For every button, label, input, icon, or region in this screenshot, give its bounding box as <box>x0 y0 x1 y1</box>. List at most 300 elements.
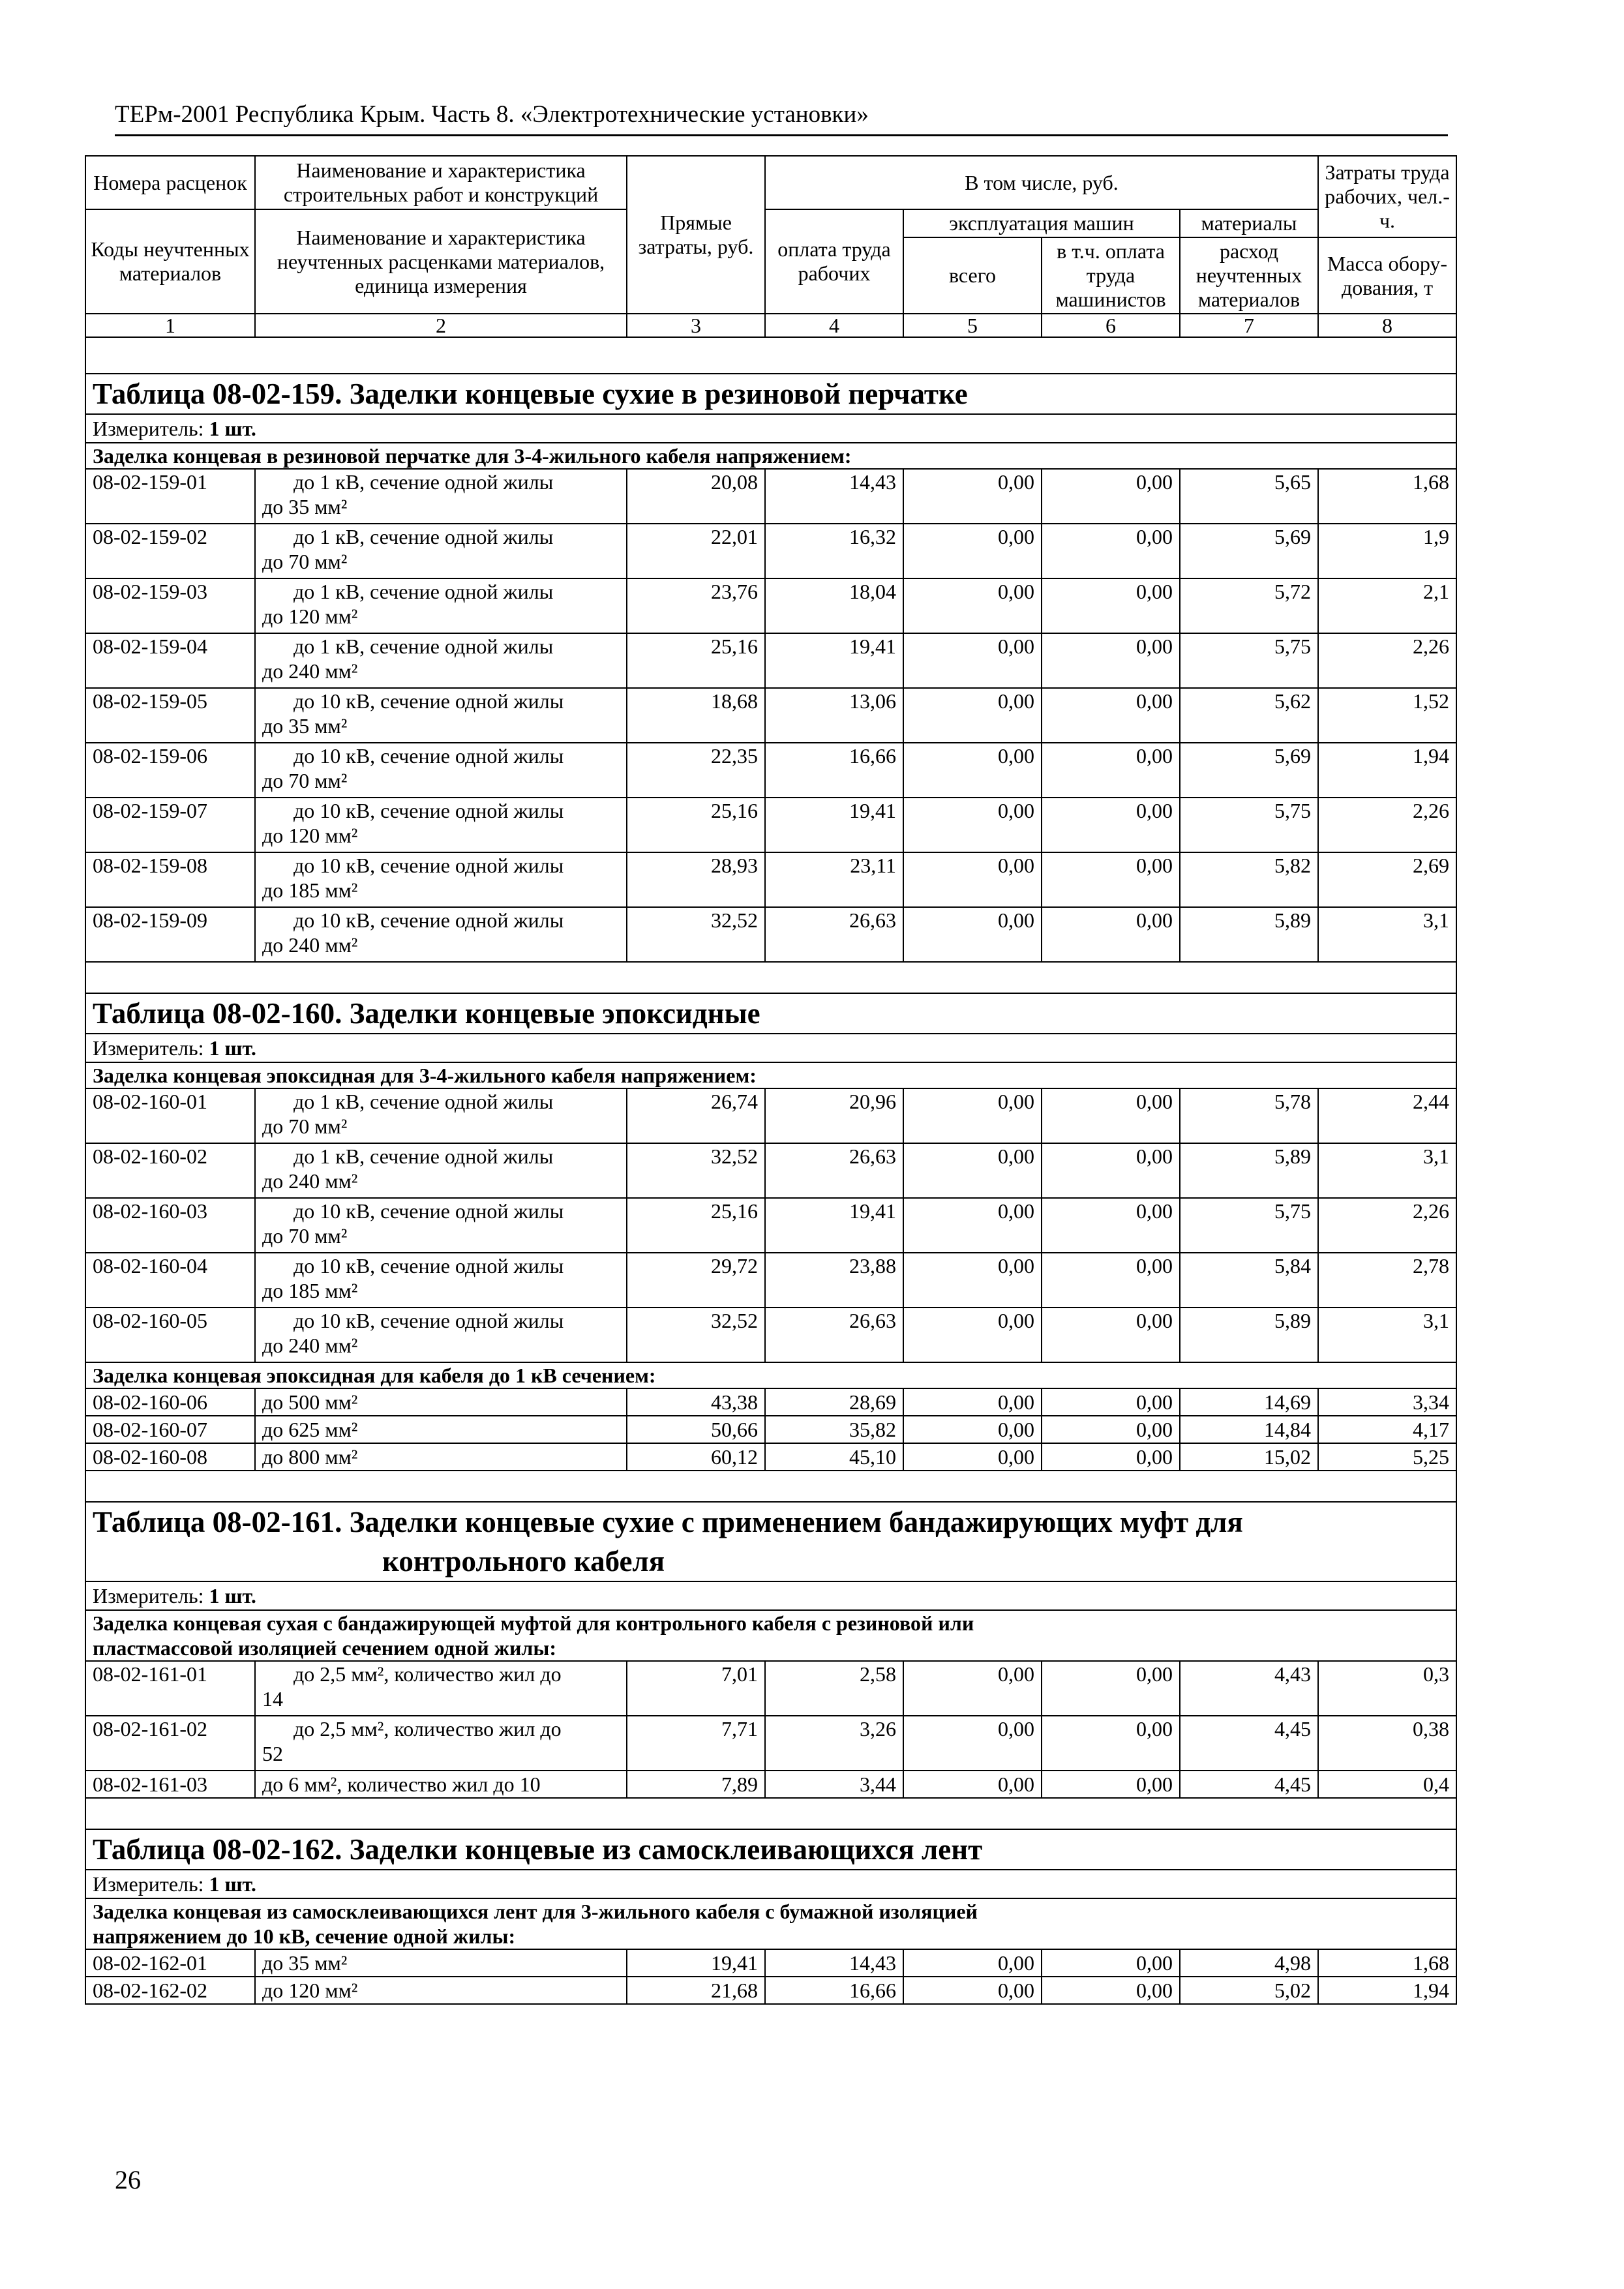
rate-name-text: до 1 кВ, сечение одной жилы <box>293 580 554 603</box>
table-spacer <box>85 1798 1456 1829</box>
rate-name-text: до 1 кВ, сечение одной жилы <box>293 635 554 658</box>
value-v4: 26,63 <box>765 1308 903 1362</box>
value-v6: 0,00 <box>1042 1253 1180 1308</box>
rate-name-text: до 10 кВ, сечение одной жилы <box>293 1254 564 1278</box>
measure-label: Измеритель: <box>93 1872 204 1896</box>
table-body <box>85 156 1456 2004</box>
table-row <box>85 1388 1456 1416</box>
rate-code: 08-02-159-09 <box>85 907 255 962</box>
value-v4: 16,66 <box>765 743 903 798</box>
rate-name-continued: до 185 мм² <box>262 878 358 902</box>
value-v4: 20,96 <box>765 1088 903 1143</box>
value-v5: 0,00 <box>903 688 1042 743</box>
table-title-row <box>85 1829 1456 1870</box>
rate-name-continued: до 240 мм² <box>262 659 358 683</box>
col8-bottom-header: Масса обору-дования, т <box>1318 237 1456 314</box>
value-v7: 4,45 <box>1180 1771 1318 1798</box>
col7-bottom-header: расход неучтенных материалов <box>1180 237 1318 314</box>
measure-value: 1 шт. <box>209 417 256 440</box>
rate-name-text: до 10 кВ, сечение одной жилы <box>293 744 564 768</box>
value-v5: 0,00 <box>903 1716 1042 1771</box>
value-v7: 4,43 <box>1180 1661 1318 1716</box>
rate-name-continued: до 240 мм² <box>262 933 358 957</box>
value-v3: 7,89 <box>627 1771 765 1798</box>
group-heading-row <box>85 1062 1456 1088</box>
value-v7: 5,89 <box>1180 1308 1318 1362</box>
col2-top-header: Наименование и характеристика строительных работ и конструкций <box>255 156 627 209</box>
rate-name <box>255 688 627 743</box>
rate-code: 08-02-159-06 <box>85 743 255 798</box>
table-row <box>85 1253 1456 1308</box>
rate-name-text: до 10 кВ, сечение одной жилы <box>293 799 564 822</box>
table-spacer <box>85 1471 1456 1502</box>
value-v5: 0,00 <box>903 1949 1042 1977</box>
group-heading-row <box>85 1362 1456 1388</box>
value-v6: 0,00 <box>1042 1771 1180 1798</box>
table-row <box>85 798 1456 852</box>
value-v4: 14,43 <box>765 1949 903 1977</box>
value-v7: 5,62 <box>1180 688 1318 743</box>
col-number: 4 <box>765 314 903 337</box>
value-v5: 0,00 <box>903 798 1042 852</box>
value-v6: 0,00 <box>1042 578 1180 633</box>
rate-code: 08-02-160-03 <box>85 1198 255 1253</box>
value-v8: 1,52 <box>1318 688 1456 743</box>
value-v4: 16,32 <box>765 524 903 578</box>
value-v3: 22,01 <box>627 524 765 578</box>
rate-name <box>255 1716 627 1771</box>
rate-name <box>255 1949 627 1977</box>
value-v3: 32,52 <box>627 907 765 962</box>
measure-cell <box>85 1581 1456 1610</box>
value-v8: 3,34 <box>1318 1388 1456 1416</box>
spacer-cell <box>85 337 1456 374</box>
value-v3: 29,72 <box>627 1253 765 1308</box>
machines-header: эксплуатация машин <box>903 209 1180 237</box>
measure-value: 1 шт. <box>209 1036 256 1060</box>
rate-name-text: до 10 кВ, сечение одной жилы <box>293 689 564 713</box>
value-v7: 14,69 <box>1180 1388 1318 1416</box>
measure-value: 1 шт. <box>209 1584 256 1608</box>
table-row <box>85 1088 1456 1143</box>
rate-name <box>255 852 627 907</box>
measure-value: 1 шт. <box>209 1872 256 1896</box>
rate-name <box>255 469 627 524</box>
value-v3: 26,74 <box>627 1088 765 1143</box>
value-v6: 0,00 <box>1042 743 1180 798</box>
rate-code: 08-02-159-07 <box>85 798 255 852</box>
table-title-text: Таблица 08-02-161. Заделки концевые сухие с применением бандажирующих муфт для <box>93 1506 1243 1538</box>
rate-name-text: до 1 кВ, сечение одной жилы <box>293 525 554 548</box>
rate-code: 08-02-161-03 <box>85 1771 255 1798</box>
value-v8: 1,68 <box>1318 1949 1456 1977</box>
rate-name <box>255 798 627 852</box>
rate-name-text: до 10 кВ, сечение одной жилы <box>293 854 564 877</box>
group-heading <box>85 1898 1456 1949</box>
value-v8: 3,1 <box>1318 1308 1456 1362</box>
page-number: 26 <box>115 2165 141 2194</box>
rate-name-continued: до 240 мм² <box>262 1334 358 1357</box>
table-row <box>85 1716 1456 1771</box>
rate-name <box>255 1198 627 1253</box>
value-v8: 3,1 <box>1318 1143 1456 1198</box>
table-title <box>85 1829 1456 1870</box>
col-number: 5 <box>903 314 1042 337</box>
value-v6: 0,00 <box>1042 1308 1180 1362</box>
rate-code: 08-02-160-08 <box>85 1443 255 1471</box>
rate-name-text: до 10 кВ, сечение одной жилы <box>293 908 564 932</box>
col-number: 6 <box>1042 314 1180 337</box>
value-v8: 1,94 <box>1318 743 1456 798</box>
table-row <box>85 688 1456 743</box>
value-v7: 5,75 <box>1180 798 1318 852</box>
value-v4: 23,11 <box>765 852 903 907</box>
table-spacer <box>85 337 1456 374</box>
rate-name <box>255 1661 627 1716</box>
value-v3: 7,01 <box>627 1661 765 1716</box>
rate-name <box>255 1388 627 1416</box>
table-row <box>85 1308 1456 1362</box>
rate-name-text: до 120 мм² <box>262 1979 358 2002</box>
table-row <box>85 852 1456 907</box>
group-heading-row <box>85 1610 1456 1661</box>
value-v5: 0,00 <box>903 524 1042 578</box>
value-v6: 0,00 <box>1042 469 1180 524</box>
value-v6: 0,00 <box>1042 1716 1180 1771</box>
rate-name-text: до 6 мм², количество жил до 10 <box>262 1773 541 1796</box>
value-v8: 3,1 <box>1318 907 1456 962</box>
value-v3: 25,16 <box>627 1198 765 1253</box>
rate-name-continued: 52 <box>262 1742 283 1765</box>
rate-name-continued: до 185 мм² <box>262 1279 358 1302</box>
table-row <box>85 1949 1456 1977</box>
rate-name <box>255 1443 627 1471</box>
value-v5: 0,00 <box>903 1253 1042 1308</box>
value-v6: 0,00 <box>1042 1443 1180 1471</box>
table-row <box>85 907 1456 962</box>
value-v5: 0,00 <box>903 1088 1042 1143</box>
value-v4: 19,41 <box>765 633 903 688</box>
value-v6: 0,00 <box>1042 1416 1180 1443</box>
value-v4: 19,41 <box>765 798 903 852</box>
value-v6: 0,00 <box>1042 1388 1180 1416</box>
rate-code: 08-02-159-01 <box>85 469 255 524</box>
value-v7: 5,69 <box>1180 524 1318 578</box>
rate-name <box>255 1771 627 1798</box>
value-v8: 2,26 <box>1318 1198 1456 1253</box>
table-row <box>85 1771 1456 1798</box>
table-row <box>85 1661 1456 1716</box>
value-v7: 5,65 <box>1180 469 1318 524</box>
rate-name-continued: до 240 мм² <box>262 1169 358 1193</box>
table-title <box>85 993 1456 1034</box>
group-heading <box>85 1062 1456 1088</box>
rate-code: 08-02-159-05 <box>85 688 255 743</box>
document-header: ТЕРм-2001 Республика Крым. Часть 8. «Электротехнические установки» <box>115 98 1448 136</box>
group-heading-row <box>85 443 1456 469</box>
value-v6: 0,00 <box>1042 852 1180 907</box>
measure-label: Измеритель: <box>93 1036 204 1060</box>
value-v3: 32,52 <box>627 1143 765 1198</box>
value-v4: 35,82 <box>765 1416 903 1443</box>
group-heading <box>85 443 1456 469</box>
value-v4: 19,41 <box>765 1198 903 1253</box>
group-heading-text: Заделка концевая сухая с бандажирующей муфтой для контрольного кабеля с резиновой или <box>93 1611 974 1635</box>
rate-name-continued: до 70 мм² <box>262 1115 348 1138</box>
table-row <box>85 524 1456 578</box>
table-title-continued: контрольного кабеля <box>382 1545 665 1578</box>
value-v7: 5,78 <box>1180 1088 1318 1143</box>
value-v6: 0,00 <box>1042 1949 1180 1977</box>
value-v4: 26,63 <box>765 907 903 962</box>
col7-top-header: материалы <box>1180 209 1318 237</box>
value-v3: 32,52 <box>627 1308 765 1362</box>
value-v4: 26,63 <box>765 1143 903 1198</box>
col1-bottom-header: Коды неучтенных материалов <box>85 209 255 314</box>
value-v8: 1,9 <box>1318 524 1456 578</box>
group-heading-row <box>85 1898 1456 1949</box>
rate-code: 08-02-159-08 <box>85 852 255 907</box>
value-v8: 0,3 <box>1318 1661 1456 1716</box>
value-v5: 0,00 <box>903 578 1042 633</box>
value-v8: 1,68 <box>1318 469 1456 524</box>
measure-label: Измеритель: <box>93 417 204 440</box>
rate-name-continued: до 120 мм² <box>262 605 358 628</box>
value-v3: 25,16 <box>627 798 765 852</box>
value-v4: 3,26 <box>765 1716 903 1771</box>
rate-code: 08-02-161-02 <box>85 1716 255 1771</box>
included-header: В том числе, руб. <box>765 156 1318 209</box>
value-v8: 2,26 <box>1318 633 1456 688</box>
rate-code: 08-02-160-05 <box>85 1308 255 1362</box>
value-v5: 0,00 <box>903 1198 1042 1253</box>
rate-name <box>255 1143 627 1198</box>
table-spacer <box>85 962 1456 993</box>
rate-code: 08-02-159-03 <box>85 578 255 633</box>
value-v5: 0,00 <box>903 1977 1042 2004</box>
group-heading <box>85 1362 1456 1388</box>
measure-row <box>85 1034 1456 1062</box>
rate-name-text: до 1 кВ, сечение одной жилы <box>293 470 554 494</box>
value-v6: 0,00 <box>1042 524 1180 578</box>
col-number: 2 <box>255 314 627 337</box>
value-v8: 1,94 <box>1318 1977 1456 2004</box>
rate-name <box>255 907 627 962</box>
value-v5: 0,00 <box>903 1661 1042 1716</box>
rate-name <box>255 578 627 633</box>
spacer-cell <box>85 962 1456 993</box>
table-row <box>85 1143 1456 1198</box>
rate-code: 08-02-160-02 <box>85 1143 255 1198</box>
rate-name <box>255 1088 627 1143</box>
value-v4: 28,69 <box>765 1388 903 1416</box>
value-v6: 0,00 <box>1042 907 1180 962</box>
value-v6: 0,00 <box>1042 1661 1180 1716</box>
rate-name <box>255 1977 627 2004</box>
value-v7: 5,82 <box>1180 852 1318 907</box>
value-v5: 0,00 <box>903 1388 1042 1416</box>
column-number-row <box>85 314 1456 337</box>
rate-code: 08-02-160-07 <box>85 1416 255 1443</box>
value-v5: 0,00 <box>903 1416 1042 1443</box>
value-v8: 2,44 <box>1318 1088 1456 1143</box>
col3-header: Прямые затраты, руб. <box>627 156 765 314</box>
measure-row <box>85 414 1456 443</box>
rate-code: 08-02-162-01 <box>85 1949 255 1977</box>
table-title-row <box>85 993 1456 1034</box>
value-v7: 5,02 <box>1180 1977 1318 2004</box>
col6-header: в т.ч. оплата труда машинистов <box>1042 237 1180 314</box>
rate-name-text: до 10 кВ, сечение одной жилы <box>293 1199 564 1223</box>
value-v3: 18,68 <box>627 688 765 743</box>
rate-name-continued: до 35 мм² <box>262 714 348 738</box>
table-title-text: Таблица 08-02-159. Заделки концевые сухие в резиновой перчатке <box>93 378 968 410</box>
table-row <box>85 1416 1456 1443</box>
value-v3: 25,16 <box>627 633 765 688</box>
value-v5: 0,00 <box>903 852 1042 907</box>
table-title-row <box>85 1502 1456 1581</box>
rate-code: 08-02-160-04 <box>85 1253 255 1308</box>
table-title-text: Таблица 08-02-162. Заделки концевые из самосклеивающихся лент <box>93 1833 983 1866</box>
value-v7: 5,89 <box>1180 1143 1318 1198</box>
value-v8: 0,38 <box>1318 1716 1456 1771</box>
value-v6: 0,00 <box>1042 688 1180 743</box>
value-v4: 14,43 <box>765 469 903 524</box>
value-v6: 0,00 <box>1042 633 1180 688</box>
measure-row <box>85 1581 1456 1610</box>
value-v8: 5,25 <box>1318 1443 1456 1471</box>
col-number: 3 <box>627 314 765 337</box>
rate-name-text: до 1 кВ, сечение одной жилы <box>293 1090 554 1113</box>
measure-row <box>85 1870 1456 1898</box>
value-v7: 5,84 <box>1180 1253 1318 1308</box>
table-row <box>85 578 1456 633</box>
value-v4: 2,58 <box>765 1661 903 1716</box>
value-v3: 28,93 <box>627 852 765 907</box>
group-heading-text: Заделка концевая эпоксидная для 3-4-жильного кабеля напряжением: <box>93 1064 757 1087</box>
rate-name-text: до 2,5 мм², количество жил до <box>293 1662 562 1686</box>
value-v3: 19,41 <box>627 1949 765 1977</box>
value-v4: 45,10 <box>765 1443 903 1471</box>
header-row-2 <box>85 209 1456 237</box>
rate-code: 08-02-161-01 <box>85 1661 255 1716</box>
rate-name-text: до 800 мм² <box>262 1445 358 1469</box>
col4-header: оплата труда рабочих <box>765 209 903 314</box>
value-v6: 0,00 <box>1042 1088 1180 1143</box>
value-v5: 0,00 <box>903 633 1042 688</box>
value-v5: 0,00 <box>903 1143 1042 1198</box>
rate-name-text: до 35 мм² <box>262 1951 348 1975</box>
value-v8: 2,78 <box>1318 1253 1456 1308</box>
table-title-text: Таблица 08-02-160. Заделки концевые эпоксидные <box>93 997 760 1030</box>
value-v3: 43,38 <box>627 1388 765 1416</box>
col-number: 7 <box>1180 314 1318 337</box>
value-v7: 5,69 <box>1180 743 1318 798</box>
rate-name <box>255 743 627 798</box>
group-heading-text: Заделка концевая в резиновой перчатке для 3-4-жильного кабеля напряжением: <box>93 444 852 468</box>
rate-name-text: до 2,5 мм², количество жил до <box>293 1717 562 1741</box>
value-v5: 0,00 <box>903 743 1042 798</box>
col1-top-header: Номера расценок <box>85 156 255 209</box>
rate-name <box>255 524 627 578</box>
rate-code: 08-02-160-06 <box>85 1388 255 1416</box>
rate-name-text: до 1 кВ, сечение одной жилы <box>293 1144 554 1168</box>
value-v3: 22,35 <box>627 743 765 798</box>
col5-header: всего <box>903 237 1042 314</box>
value-v6: 0,00 <box>1042 1977 1180 2004</box>
value-v6: 0,00 <box>1042 798 1180 852</box>
value-v4: 16,66 <box>765 1977 903 2004</box>
rate-name <box>255 1308 627 1362</box>
value-v7: 5,89 <box>1180 907 1318 962</box>
value-v3: 23,76 <box>627 578 765 633</box>
rate-code: 08-02-160-01 <box>85 1088 255 1143</box>
col2-bottom-header: Наименование и характеристика неучтенных расценками материалов, единица измерения <box>255 209 627 314</box>
value-v8: 2,26 <box>1318 798 1456 852</box>
rate-name-continued: до 35 мм² <box>262 495 348 518</box>
value-v3: 50,66 <box>627 1416 765 1443</box>
value-v5: 0,00 <box>903 469 1042 524</box>
value-v7: 5,72 <box>1180 578 1318 633</box>
value-v4: 18,04 <box>765 578 903 633</box>
table-title <box>85 1502 1456 1581</box>
rate-name <box>255 1416 627 1443</box>
value-v7: 4,45 <box>1180 1716 1318 1771</box>
table-title-row <box>85 374 1456 414</box>
spacer-cell <box>85 1798 1456 1829</box>
group-heading-continued: напряжением до 10 кВ, сечение одной жилы: <box>93 1924 516 1948</box>
table-row <box>85 1198 1456 1253</box>
measure-cell <box>85 1870 1456 1898</box>
rate-name-text: до 625 мм² <box>262 1418 358 1441</box>
value-v5: 0,00 <box>903 907 1042 962</box>
col-number: 1 <box>85 314 255 337</box>
rate-name-continued: до 70 мм² <box>262 769 348 792</box>
spacer-cell <box>85 1471 1456 1502</box>
rate-name-continued: до 70 мм² <box>262 550 348 573</box>
value-v7: 14,84 <box>1180 1416 1318 1443</box>
value-v3: 21,68 <box>627 1977 765 2004</box>
table-title <box>85 374 1456 414</box>
value-v5: 0,00 <box>903 1443 1042 1471</box>
value-v4: 23,88 <box>765 1253 903 1308</box>
value-v7: 5,75 <box>1180 633 1318 688</box>
value-v3: 60,12 <box>627 1443 765 1471</box>
value-v8: 2,69 <box>1318 852 1456 907</box>
value-v5: 0,00 <box>903 1308 1042 1362</box>
measure-cell <box>85 414 1456 443</box>
value-v6: 0,00 <box>1042 1143 1180 1198</box>
value-v8: 2,1 <box>1318 578 1456 633</box>
rate-code: 08-02-159-02 <box>85 524 255 578</box>
col8-top-header: Затраты труда рабочих, чел.-ч. <box>1318 156 1456 237</box>
table-row <box>85 1977 1456 2004</box>
rate-name-continued: до 70 мм² <box>262 1224 348 1248</box>
measure-cell <box>85 1034 1456 1062</box>
value-v8: 0,4 <box>1318 1771 1456 1798</box>
value-v4: 3,44 <box>765 1771 903 1798</box>
col-number: 8 <box>1318 314 1456 337</box>
table-row <box>85 633 1456 688</box>
header-row-1 <box>85 156 1456 209</box>
value-v7: 4,98 <box>1180 1949 1318 1977</box>
value-v3: 7,71 <box>627 1716 765 1771</box>
group-heading-continued: пластмассовой изоляцией сечением одной жилы: <box>93 1636 556 1660</box>
value-v4: 13,06 <box>765 688 903 743</box>
value-v6: 0,00 <box>1042 1198 1180 1253</box>
rate-name-continued: 14 <box>262 1687 283 1711</box>
value-v3: 20,08 <box>627 469 765 524</box>
